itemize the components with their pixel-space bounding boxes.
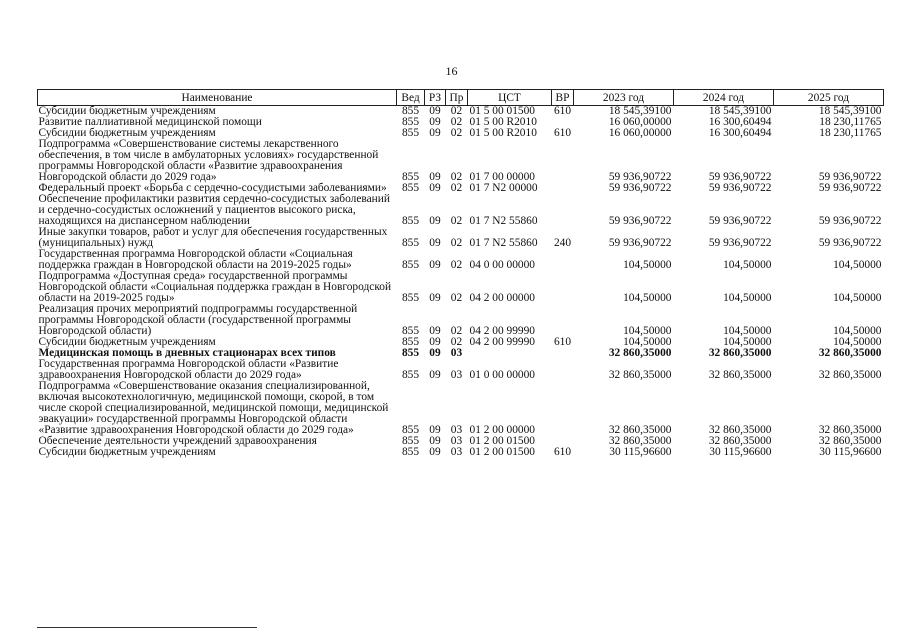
row-vr: 610 xyxy=(553,336,572,348)
row-ved: 855 xyxy=(401,325,420,337)
row-ved: 855 xyxy=(401,435,420,447)
row-rz: 09 xyxy=(429,105,441,117)
row-2025: 104,50000 xyxy=(833,336,882,348)
row-2023: 104,50000 xyxy=(623,336,672,348)
page-number: 16 xyxy=(445,64,458,78)
row-2024: 59 936,90722 xyxy=(708,215,772,227)
row-2025: 59 936,90722 xyxy=(818,182,882,194)
row-ved: 855 xyxy=(401,336,420,348)
row-2024: 104,50000 xyxy=(723,325,772,337)
row-name: Подпрограмма «Совершенствование оказания специализированной, включая высокотехнологичную, медицинской помощи, скорой, в том числе скорой специализированной, медицинской помощи, медицинской эвакуации» государственной программы Новгородской области «Развитие здравоохранения Новгородской области до 2029 года» xyxy=(38,380,389,436)
row-rz: 09 xyxy=(429,237,441,249)
header-cst: ЦСТ xyxy=(468,90,552,106)
row-2024: 104,50000 xyxy=(723,259,772,271)
row-name: Иные закупки товаров, работ и услуг для обеспечения государственных (муниципальных) нужд xyxy=(38,226,388,249)
row-2024: 104,50000 xyxy=(723,336,772,348)
row-name: Медицинская помощь в дневных стационарах всех типов xyxy=(38,347,336,359)
row-pr: 02 xyxy=(450,182,463,194)
row-pr: 03 xyxy=(450,347,463,359)
row-2023: 59 936,90722 xyxy=(608,237,672,249)
header-2023: 2023 год xyxy=(574,90,674,106)
row-ved: 855 xyxy=(401,182,420,194)
row-pr: 03 xyxy=(450,424,463,436)
row-name: Федеральный проект «Борьба с сердечно-сосудистыми заболеваниями» xyxy=(38,182,387,194)
row-ved: 855 xyxy=(401,259,420,271)
row-vr: 610 xyxy=(553,105,572,117)
row-2023: 104,50000 xyxy=(623,259,672,271)
row-ved: 855 xyxy=(401,292,420,304)
row-2024: 59 936,90722 xyxy=(708,171,772,183)
row-vr xyxy=(552,381,574,436)
row-cst: 01 5 00 01500 xyxy=(469,105,535,117)
row-cst: 01 7 N2 55860 xyxy=(469,237,538,249)
table-row xyxy=(38,139,884,183)
row-cst: 01 2 00 01500 xyxy=(469,435,535,447)
header-rz: РЗ xyxy=(425,90,446,106)
table-header-row xyxy=(38,90,884,106)
row-2023: 59 936,90722 xyxy=(608,215,672,227)
table-body xyxy=(38,106,884,459)
row-2025: 104,50000 xyxy=(833,292,882,304)
row-name: Государственная программа Новгородской области «Развитие здравоохранения Новгородской области до 2029 года» xyxy=(38,358,339,381)
row-cst: 01 2 00 00000 xyxy=(469,424,535,436)
row-rz: 09 xyxy=(429,446,441,458)
row-vr xyxy=(552,304,574,337)
row-2025: 30 115,96600 xyxy=(819,446,882,458)
row-2023: 32 860,35000 xyxy=(608,347,672,359)
row-vr xyxy=(552,348,574,359)
row-2024: 32 860,35000 xyxy=(708,347,772,359)
row-pr: 02 xyxy=(450,325,463,337)
row-name: Реализация прочих мероприятий подпрограммы государственной программы Новгородской области (государственной программы Новгородской области) xyxy=(38,303,358,337)
row-cst: 01 2 00 01500 xyxy=(469,446,535,458)
row-2023: 16 060,00000 xyxy=(608,127,672,139)
row-2023: 30 115,96600 xyxy=(609,446,672,458)
row-vr xyxy=(552,183,574,194)
row-name: Субсидии бюджетным учреждениям xyxy=(38,336,216,348)
row-2023: 104,50000 xyxy=(623,325,672,337)
row-2023: 32 860,35000 xyxy=(608,435,672,447)
row-pr: 02 xyxy=(450,292,463,304)
row-rz: 09 xyxy=(429,325,441,337)
row-2024: 104,50000 xyxy=(723,292,772,304)
row-vr xyxy=(552,194,574,227)
row-2025: 32 860,35000 xyxy=(818,369,882,381)
row-ved: 855 xyxy=(401,105,420,117)
row-name: Обеспечение деятельности учреждений здравоохранения xyxy=(38,435,317,447)
row-2023: 18 545,39100 xyxy=(608,105,672,117)
row-2025: 59 936,90722 xyxy=(818,237,882,249)
row-cst: 04 2 00 00000 xyxy=(469,292,535,304)
row-pr: 02 xyxy=(450,116,463,128)
row-pr: 03 xyxy=(450,446,463,458)
row-2024: 30 115,96600 xyxy=(709,446,772,458)
row-2025: 18 230,11765 xyxy=(819,116,882,128)
row-pr: 02 xyxy=(450,259,463,271)
row-cst: 01 7 N2 55860 xyxy=(469,215,538,227)
row-pr: 02 xyxy=(450,215,463,227)
row-vr xyxy=(552,249,574,271)
row-rz: 09 xyxy=(429,292,441,304)
row-2024: 59 936,90722 xyxy=(708,237,772,249)
row-name: Субсидии бюджетным учреждениям xyxy=(38,127,216,139)
row-vr: 610 xyxy=(553,127,572,139)
row-cst xyxy=(468,348,552,359)
row-rz: 09 xyxy=(429,215,441,227)
row-cst: 04 2 00 99990 xyxy=(469,325,535,337)
table-row xyxy=(38,194,884,227)
row-2025: 32 860,35000 xyxy=(818,347,882,359)
row-2023: 32 860,35000 xyxy=(608,369,672,381)
row-name: Подпрограмма «Совершенствование системы лекарственного обеспечения, в том числе в амбулаторных условиях» государственной программы Новгородской области «Развитие здравоохранения Новгородской области до 2029 года» xyxy=(38,138,379,183)
header-pr: Пр xyxy=(446,90,468,106)
row-ved: 855 xyxy=(401,446,420,458)
row-2025: 104,50000 xyxy=(833,325,882,337)
row-2025: 18 545,39100 xyxy=(818,105,882,117)
row-rz: 09 xyxy=(429,171,441,183)
row-2025: 32 860,35000 xyxy=(818,424,882,436)
table-row xyxy=(38,249,884,271)
row-pr: 03 xyxy=(450,435,463,447)
row-ved: 855 xyxy=(401,237,420,249)
row-pr: 02 xyxy=(450,237,463,249)
table-row xyxy=(38,227,884,249)
row-name: Подпрограмма «Доступная среда» государственной программы Новгородской области «Социальная поддержка граждан в Новгородской области на 2019-2025 годы» xyxy=(38,270,392,304)
row-ved: 855 xyxy=(401,369,420,381)
row-ved: 855 xyxy=(401,424,420,436)
row-2024: 18 545,39100 xyxy=(708,105,772,117)
budget-table xyxy=(37,89,884,458)
row-rz: 09 xyxy=(429,116,441,128)
header-ved: Вед xyxy=(397,90,425,106)
row-vr: 610 xyxy=(553,446,572,458)
row-cst: 01 5 00 R2010 xyxy=(469,116,537,128)
row-pr: 02 xyxy=(450,171,463,183)
row-2024: 32 860,35000 xyxy=(708,435,772,447)
row-cst: 01 0 00 00000 xyxy=(469,369,535,381)
row-2024: 16 300,60494 xyxy=(708,116,772,128)
header-name: Наименование xyxy=(38,90,397,106)
table-row xyxy=(38,271,884,304)
row-2023: 59 936,90722 xyxy=(608,182,672,194)
row-2025: 104,50000 xyxy=(833,259,882,271)
header-2025: 2025 год xyxy=(774,90,884,106)
row-vr: 240 xyxy=(553,237,572,249)
row-2023: 59 936,90722 xyxy=(608,171,672,183)
table-row xyxy=(38,447,884,458)
row-ved: 855 xyxy=(401,127,420,139)
row-2025: 59 936,90722 xyxy=(818,171,882,183)
row-pr: 02 xyxy=(450,127,463,139)
row-cst: 04 0 00 00000 xyxy=(469,259,535,271)
row-rz: 09 xyxy=(429,435,441,447)
row-2024: 32 860,35000 xyxy=(708,369,772,381)
header-vr: ВР xyxy=(552,90,574,106)
row-vr xyxy=(552,359,574,381)
row-name: Развитие паллиативной медицинской помощи xyxy=(38,116,262,128)
row-name: Государственная программа Новгородской области «Социальная поддержка граждан в Новгородской области на 2019-2025 годы» xyxy=(38,248,353,271)
row-ved: 855 xyxy=(401,347,420,359)
row-cst: 01 7 00 00000 xyxy=(469,171,535,183)
row-rz: 09 xyxy=(429,336,441,348)
table-row xyxy=(38,304,884,337)
row-rz: 09 xyxy=(429,369,441,381)
row-name: Субсидии бюджетным учреждениям xyxy=(38,446,216,458)
row-2024: 59 936,90722 xyxy=(708,182,772,194)
table-row xyxy=(38,359,884,381)
row-rz: 09 xyxy=(429,347,441,359)
row-name: Обеспечение профилактики развития сердечно-сосудистых заболеваний и сердечно-сосудистых осложнений у пациентов высокого риска, находящихся на диспансерном наблюдении xyxy=(38,193,390,227)
row-2025: 59 936,90722 xyxy=(818,215,882,227)
row-2025: 32 860,35000 xyxy=(818,435,882,447)
row-vr xyxy=(552,271,574,304)
row-2023: 16 060,00000 xyxy=(608,116,672,128)
row-cst: 01 7 N2 00000 xyxy=(469,182,538,194)
row-rz: 09 xyxy=(429,259,441,271)
header-2024: 2024 год xyxy=(674,90,774,106)
table-row xyxy=(38,381,884,436)
row-2024: 32 860,35000 xyxy=(708,424,772,436)
row-pr: 02 xyxy=(450,336,463,348)
row-rz: 09 xyxy=(429,182,441,194)
row-2023: 32 860,35000 xyxy=(608,424,672,436)
row-ved: 855 xyxy=(401,116,420,128)
row-rz: 09 xyxy=(429,424,441,436)
row-pr: 02 xyxy=(450,105,463,117)
row-name: Субсидии бюджетным учреждениям xyxy=(38,105,216,117)
row-vr xyxy=(552,139,574,183)
row-2024: 16 300,60494 xyxy=(708,127,772,139)
row-ved: 855 xyxy=(401,171,420,183)
row-rz: 09 xyxy=(429,127,441,139)
row-2025: 18 230,11765 xyxy=(819,127,882,139)
row-ved: 855 xyxy=(401,215,420,227)
footer-divider xyxy=(37,627,257,628)
row-pr: 03 xyxy=(450,369,463,381)
row-2023: 104,50000 xyxy=(623,292,672,304)
row-cst: 04 2 00 99990 xyxy=(469,336,535,348)
row-cst: 01 5 00 R2010 xyxy=(469,127,537,139)
